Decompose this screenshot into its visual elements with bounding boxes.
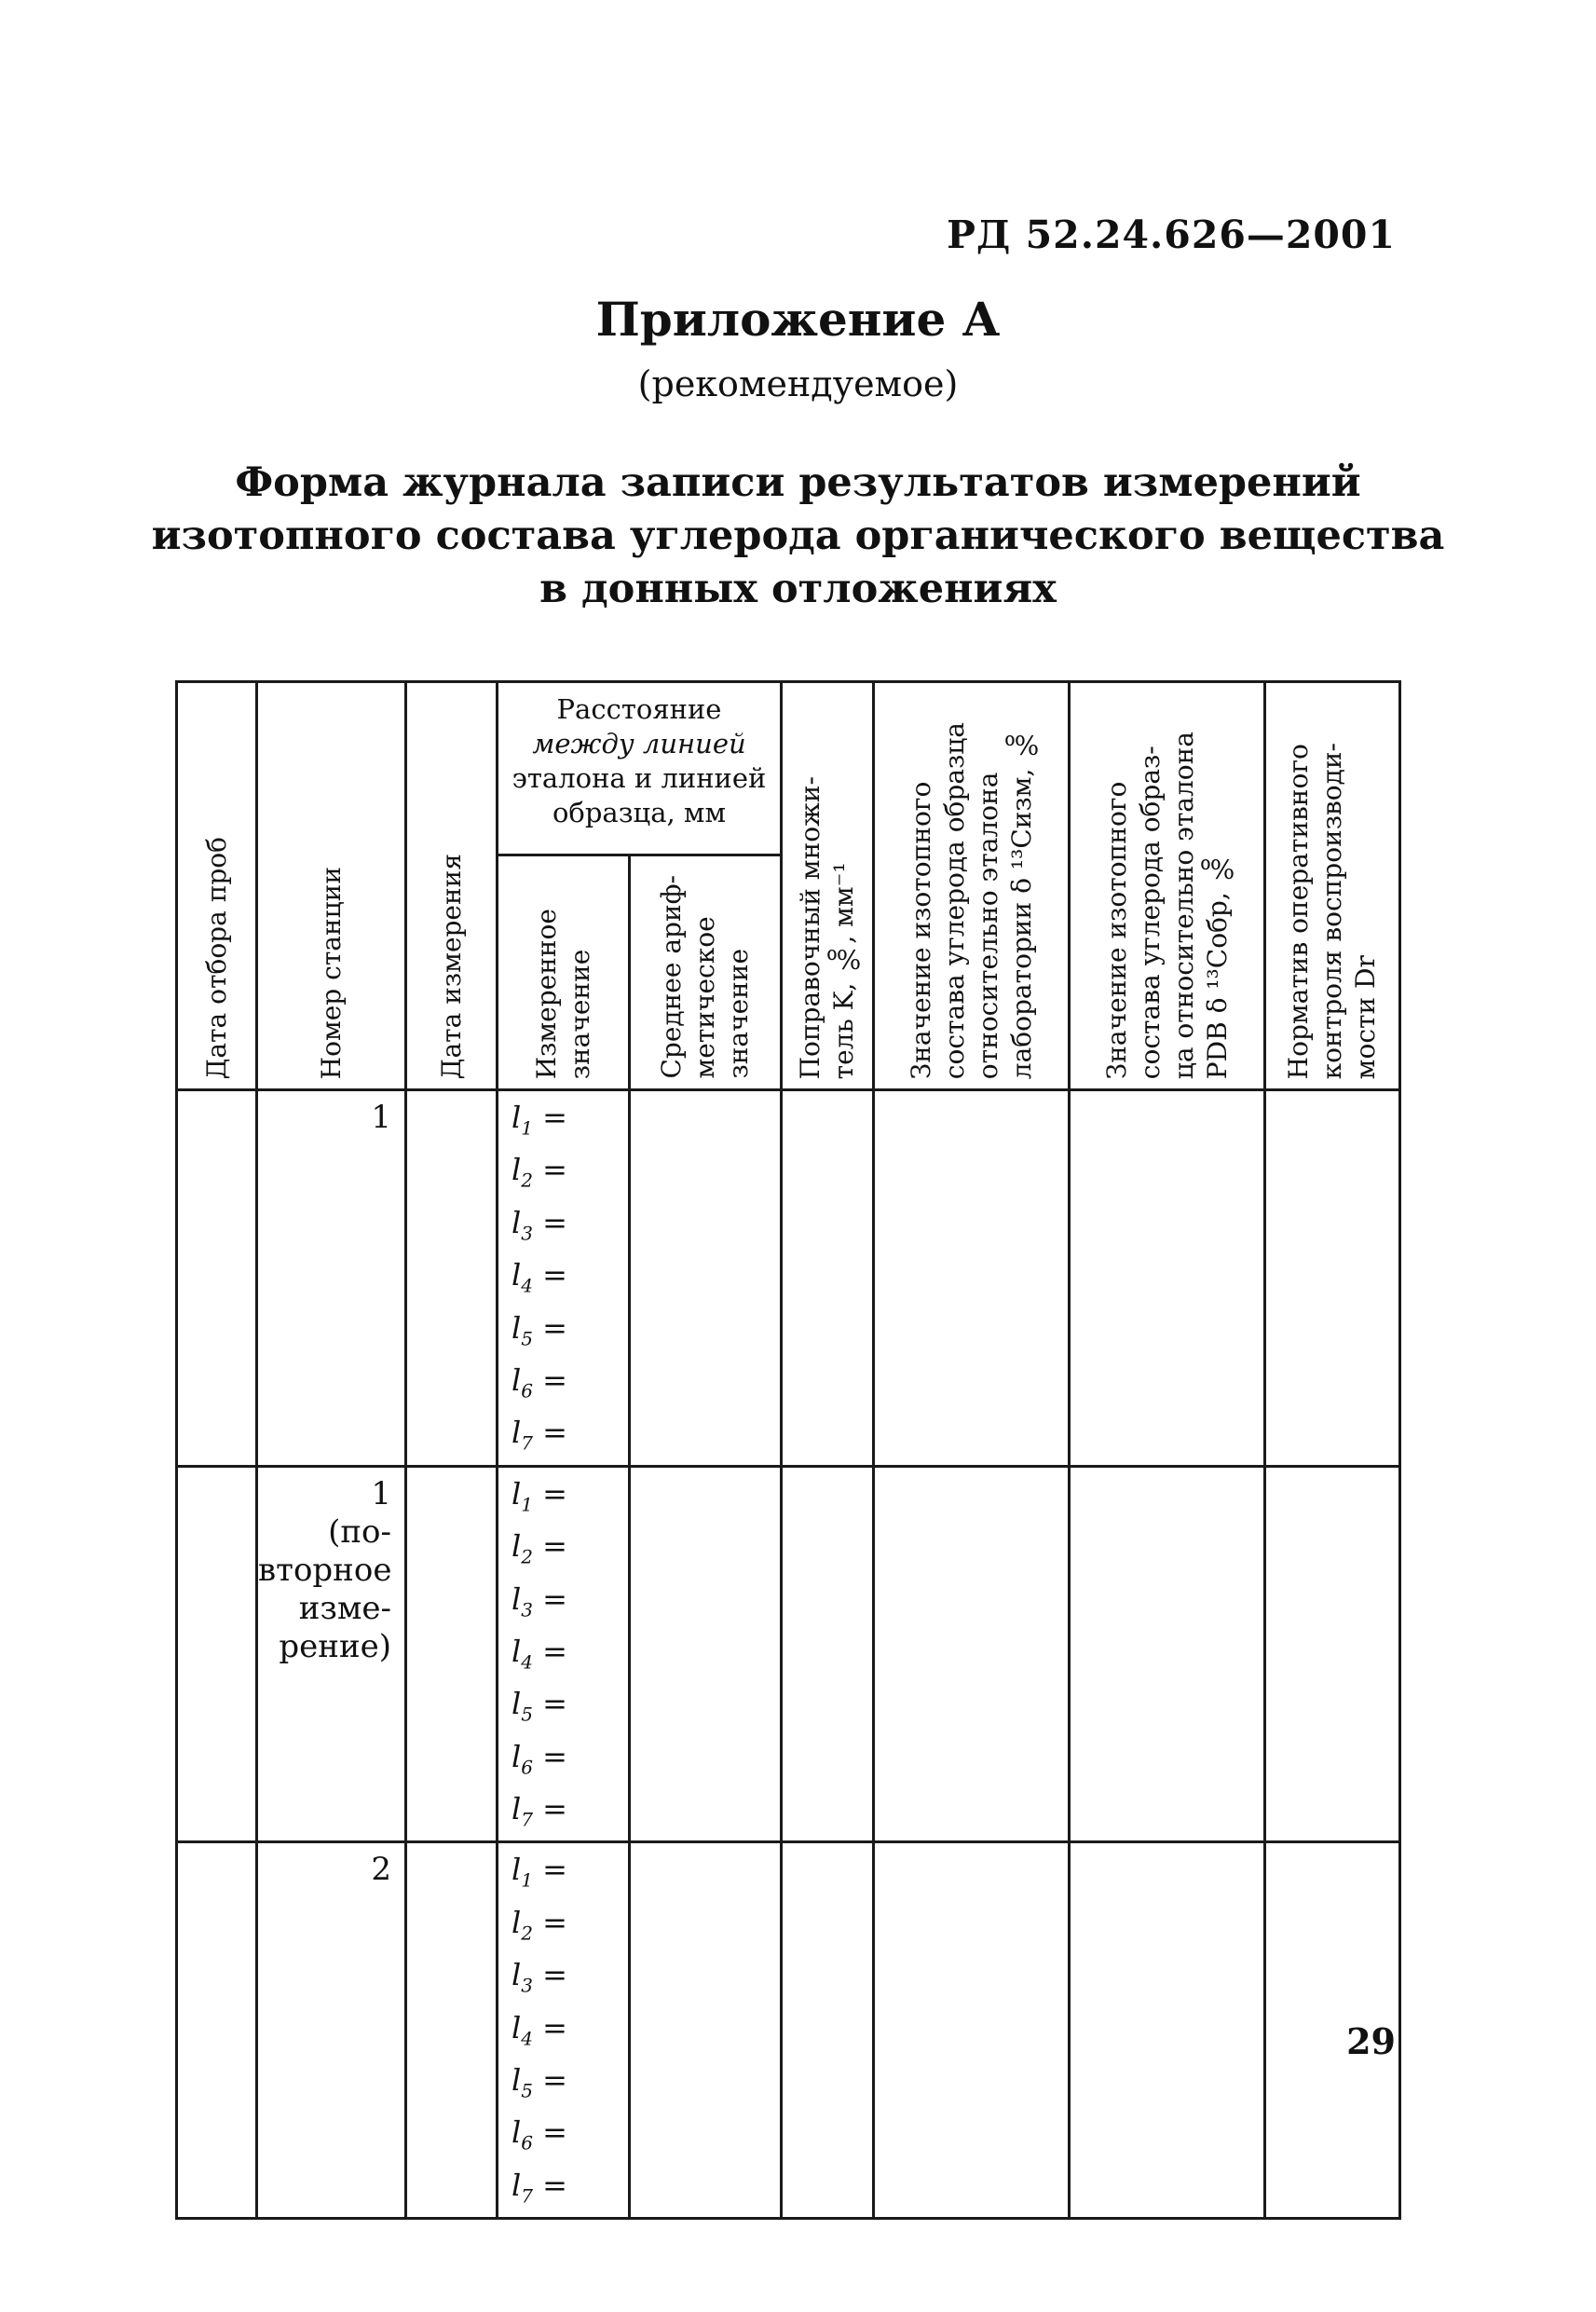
measured-values-cell [498, 1842, 630, 2219]
form-title-line: Форма журнала записи результатов измерений [235, 459, 1361, 506]
mean-value-cell [630, 1090, 782, 1467]
measurement-label: $l_3$ = [512, 1957, 567, 1997]
measurement-label: $l_5$ = [512, 1309, 567, 1349]
header-reproducibility-norm: Норматив оперативного контроля воспроизводи- мости Dr [1265, 682, 1400, 1090]
pdb-value-cell [1070, 1842, 1265, 2219]
header-station-number: Номер станции [257, 682, 406, 1090]
correction-factor-cell [782, 1842, 874, 2219]
sampling-date-cell [177, 1466, 257, 1842]
measurement-label: $l_1$ = [512, 1852, 567, 1892]
correction-factor-cell [782, 1466, 874, 1842]
station-cell: 1 [257, 1090, 406, 1467]
reproducibility-norm-cell [1265, 1090, 1400, 1467]
journal-table [175, 680, 1401, 2220]
measurement-label: $l_7$ = [512, 1415, 567, 1455]
lab-standard-value-cell [874, 1090, 1070, 1467]
header-pdb-value: Значение изотопного состава углерода образ- ца относительно эталона PDB δ ¹³Cобр, ‰ [1070, 682, 1265, 1090]
measurement-label: $l_5$ = [512, 1686, 567, 1726]
measurement-date-cell [406, 1466, 498, 1842]
form-title [0, 457, 1596, 616]
measurement-label: $l_6$ = [512, 1361, 567, 1402]
header-measured-value: Измеренное значение [498, 855, 630, 1090]
measured-values-cell [498, 1090, 630, 1467]
measurement-date-cell [406, 1090, 498, 1467]
measurement-label: $l_1$ = [512, 1475, 567, 1516]
appendix-title: Приложение А [595, 292, 1001, 347]
appendix-subtitle: (рекомендуемое) [637, 363, 959, 404]
measurement-label: $l_7$ = [512, 1791, 567, 1831]
measurement-label: $l_4$ = [512, 2009, 567, 2050]
station-cell: 1 (по- вторное изме- рение) [257, 1466, 406, 1842]
table-row [177, 1090, 1400, 1467]
measurement-label: $l_4$ = [512, 1633, 567, 1674]
form-title-line: изотопного состава углерода органического вещества [151, 513, 1445, 559]
measurement-label: $l_3$ = [512, 1580, 567, 1621]
measurement-label: $l_6$ = [512, 2114, 567, 2155]
pdb-value-cell [1070, 1466, 1265, 1842]
sampling-date-cell [177, 1842, 257, 2219]
document-code: РД 52.24.626—2001 [947, 212, 1396, 257]
header-measurement-date: Дата измерения [406, 682, 498, 1090]
measurement-label: $l_2$ = [512, 1152, 567, 1192]
pdb-value-cell [1070, 1090, 1265, 1467]
measurement-label: $l_1$ = [512, 1100, 567, 1140]
measurement-label: $l_2$ = [512, 1904, 567, 1945]
header-distance-group: Расстояние между линией эталона и линией образца, мм [498, 682, 782, 855]
header-correction-factor: Поправочный множи- тель K, ‰, мм⁻¹ [782, 682, 874, 1090]
station-cell: 2 [257, 1842, 406, 2219]
measurement-date-cell [406, 1842, 498, 2219]
measurement-label: $l_7$ = [512, 2167, 567, 2208]
header-sampling-date: Дата отбора проб [177, 682, 257, 1090]
mean-value-cell [630, 1466, 782, 1842]
measurement-label: $l_4$ = [512, 1257, 567, 1297]
measurement-label: $l_5$ = [512, 2062, 567, 2102]
table-row [177, 1466, 1400, 1842]
header-mean-value: Среднее ариф- метическое значение [630, 855, 782, 1090]
measurement-label: $l_6$ = [512, 1738, 567, 1779]
lab-standard-value-cell [874, 1466, 1070, 1842]
page-number: 29 [1346, 2020, 1396, 2062]
lab-standard-value-cell [874, 1842, 1070, 2219]
sampling-date-cell [177, 1090, 257, 1467]
correction-factor-cell [782, 1090, 874, 1467]
table-row [177, 1842, 1400, 2219]
measurement-label: $l_3$ = [512, 1204, 567, 1245]
measurement-label: $l_2$ = [512, 1528, 567, 1568]
header-lab-standard-value: Значение изотопного состава углерода образца относительно эталона лаборатории δ ¹³Cизм, ‰ [874, 682, 1070, 1090]
mean-value-cell [630, 1842, 782, 2219]
reproducibility-norm-cell [1265, 1466, 1400, 1842]
measured-values-cell [498, 1466, 630, 1842]
form-title-line: в донных отложениях [539, 566, 1057, 612]
